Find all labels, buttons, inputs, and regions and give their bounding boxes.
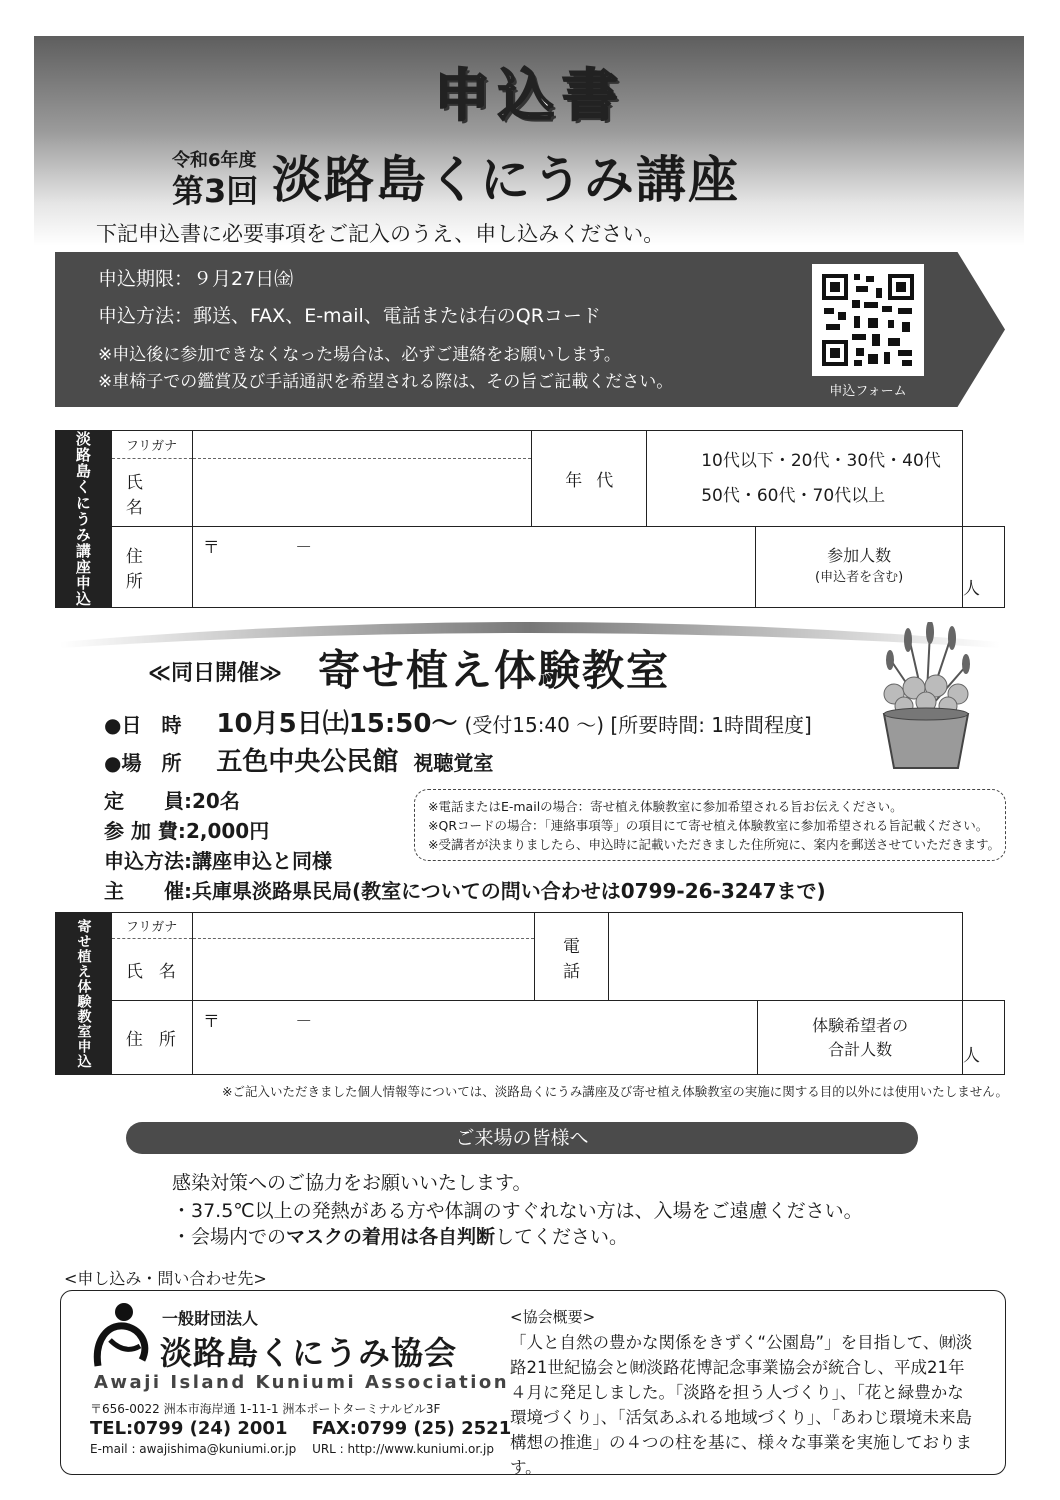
email-link[interactable]: E-mail : awajishima@kuniumi.or.jp bbox=[90, 1442, 297, 1456]
info-note-1: ※申込後に参加できなくなった場合は、必ずご連絡をお願いします。 bbox=[98, 345, 621, 365]
form1-side-label: 淡路島くにうみ講座申込 bbox=[56, 431, 112, 608]
privacy-note: ※ご記入いただきました個人情報等については、淡路島くにうみ講座及び寄せ植え体験教室の実施に関する目的以外には使用いたしません。 bbox=[222, 1084, 1008, 1099]
host-label: 主 催: bbox=[104, 879, 192, 903]
date-extra: (受付15:40 ～) [所要時間: 1時間程度] bbox=[464, 713, 812, 737]
org-english-name: Awaji Island Kuniumi Association bbox=[94, 1372, 510, 1393]
phone-input[interactable] bbox=[609, 913, 963, 1001]
form2-side-label-2: 教室申込 bbox=[75, 1008, 92, 1069]
age-options[interactable] bbox=[647, 431, 963, 527]
visitors-heading: ご来場の皆様へ bbox=[126, 1122, 918, 1154]
age-label: 年代 bbox=[532, 431, 647, 527]
potted-plant-icon bbox=[870, 622, 982, 772]
postal-mark: 〒 bbox=[202, 538, 220, 559]
furigana-input[interactable] bbox=[192, 431, 532, 459]
date-label: ●日 時 bbox=[104, 713, 182, 737]
participant-count-title: 参加人数 bbox=[827, 546, 892, 566]
org-address: 〒656-0022 洲本市海岸通 1-11-1 洲本ポートターミナルビル3F bbox=[90, 1402, 441, 1416]
same-day-tag: ≪同日開催≫ bbox=[148, 661, 283, 686]
fee-label: 参 加 費: bbox=[104, 819, 186, 843]
participant-count-input[interactable] bbox=[963, 527, 1005, 608]
capacity-label: 定 員: bbox=[104, 789, 192, 813]
furigana-label-2: フリガナ bbox=[111, 913, 192, 939]
date-value: 10月5日㈯15:50～ bbox=[216, 709, 458, 739]
visitors-line-2: ・37.5℃以上の発熱がある方や体調のすぐれない方は、入場をご遠慮ください。 bbox=[172, 1200, 863, 1222]
capacity-value: 20名 bbox=[192, 789, 240, 813]
page-title: 申込書 bbox=[434, 64, 626, 129]
method-value: 講座申込と同様 bbox=[192, 849, 332, 873]
participant-count-label bbox=[756, 527, 963, 608]
workshop-note-3: ※受講者が決まりましたら、申込時に記載いただきました住所宛に、案内を郵送させていただきます。 bbox=[428, 837, 1000, 852]
deadline-text: 申込期限：９月27日㈮ bbox=[98, 268, 294, 290]
contact-label: <申し込み・問い合わせ先> bbox=[64, 1269, 267, 1288]
furigana-input-2[interactable] bbox=[192, 913, 534, 939]
postal-dash: － bbox=[295, 538, 313, 559]
tel-number[interactable]: TEL:0799 (24) 2001 bbox=[90, 1418, 288, 1439]
age-options-line1[interactable]: 10代以下・20代・30代・40代 bbox=[701, 450, 941, 471]
host-value: 兵庫県淡路県民局(教室についての問い合わせは0799-26-3247まで) bbox=[192, 879, 826, 903]
name-label-2: 氏名 bbox=[111, 939, 192, 1001]
summary-text: 「人と自然の豊かな関係をきずく“公園島”」を目指して、㈶淡路21世紀協会と㈶淡路花博記念事業協会が統合し、平成21年４月に発足しました。「淡路を担う人づくり」、「花と緑豊かな環境づくり」、「活気あふれる地域づくり」、「あわじ環境未来島構想の推進」の４つの柱を基に、様々な事業を実施しております。 bbox=[510, 1333, 973, 1477]
visitors-line-3a: ・会場内での bbox=[172, 1226, 287, 1248]
summary-title: <協会概要> bbox=[510, 1308, 596, 1326]
name-input-2[interactable] bbox=[192, 939, 534, 1001]
workshop-note-1: ※電話またはE-mailの場合：寄せ植え体験教室に参加希望される旨お伝えください。 bbox=[428, 799, 903, 814]
org-name: 淡路島くにうみ協会 bbox=[160, 1334, 458, 1372]
address-input[interactable] bbox=[192, 527, 756, 608]
fiscal-year-label: 令和6年度 bbox=[172, 150, 257, 171]
address-label-2: 住所 bbox=[111, 1001, 192, 1075]
fax-number: FAX:0799 (25) 2521 bbox=[311, 1418, 512, 1439]
total-count-label bbox=[758, 1001, 963, 1075]
host-row bbox=[104, 875, 826, 904]
place-room: 視聴覚室 bbox=[413, 751, 494, 775]
total-count-input[interactable] bbox=[963, 1001, 1005, 1075]
date-row bbox=[104, 703, 812, 740]
participant-count-sub: (申込者を含む) bbox=[815, 570, 904, 586]
total-count-label-2: 合計人数 bbox=[828, 1039, 893, 1059]
fee-row bbox=[104, 815, 269, 844]
workshop-application-form bbox=[55, 912, 1005, 1075]
info-note-2: ※車椅子での鑑賞及び手話通訳を希望される際は、その旨ご記載ください。 bbox=[98, 372, 674, 392]
workshop-note-2: ※QRコードの場合：「連絡事項等」の項目にて寄せ植え体験教室に参加希望される旨記載ください。 bbox=[428, 818, 989, 833]
intro-text: 下記申込書に必要事項をご記入のうえ、申し込みください。 bbox=[96, 222, 665, 246]
furigana-label: フリガナ bbox=[111, 431, 192, 459]
course-title: 淡路島くにうみ講座 bbox=[272, 151, 740, 209]
count-unit-2: 人 bbox=[963, 1046, 980, 1066]
visitors-line-1: 感染対策へのご協力をお願いいたします。 bbox=[172, 1172, 532, 1194]
visitors-line-3b: マスクの着用は各自判断 bbox=[286, 1226, 496, 1248]
phone-label: 電話 bbox=[534, 913, 608, 1001]
count-unit: 人 bbox=[963, 579, 980, 599]
visitors-line-3 bbox=[172, 1222, 628, 1249]
email-url bbox=[90, 1442, 494, 1456]
method-row bbox=[104, 845, 332, 874]
capacity-row bbox=[104, 785, 240, 814]
form2-side-label-1: 寄せ植え体験 bbox=[75, 918, 92, 1009]
visitors-line-3c: してください。 bbox=[495, 1226, 629, 1248]
method-text: 申込方法：郵送、FAX、E-mail、電話または右のQRコード bbox=[98, 305, 601, 327]
name-input[interactable] bbox=[192, 459, 532, 527]
age-options-line2[interactable]: 50代・60代・70代以上 bbox=[701, 485, 886, 506]
workshop-title: 寄せ植え体験教室 bbox=[318, 646, 671, 695]
place-row bbox=[104, 741, 493, 778]
fee-value: 2,000円 bbox=[185, 819, 270, 843]
tel-fax bbox=[90, 1418, 511, 1439]
postal-mark-2: 〒 bbox=[202, 1012, 220, 1032]
qr-code-icon[interactable] bbox=[812, 264, 924, 376]
association-logo-icon bbox=[90, 1300, 156, 1372]
place-label: ●場 所 bbox=[104, 751, 182, 775]
name-label: 氏名 bbox=[111, 459, 192, 527]
form2-side-label bbox=[56, 913, 112, 1075]
course-application-form bbox=[55, 430, 1005, 608]
address-label: 住所 bbox=[111, 527, 192, 608]
url-link[interactable]: URL : http://www.kuniumi.or.jp bbox=[312, 1442, 494, 1456]
qr-caption: 申込フォーム bbox=[829, 384, 907, 399]
place-value: 五色中央公民館 bbox=[216, 747, 399, 777]
round-label: 第3回 bbox=[172, 172, 259, 210]
method-label: 申込方法: bbox=[104, 849, 192, 873]
address-input-2[interactable] bbox=[192, 1001, 757, 1075]
org-prefix: 一般財団法人 bbox=[162, 1309, 259, 1328]
postal-dash-2: － bbox=[295, 1012, 313, 1032]
total-count-label-1: 体験希望者の bbox=[812, 1015, 909, 1035]
